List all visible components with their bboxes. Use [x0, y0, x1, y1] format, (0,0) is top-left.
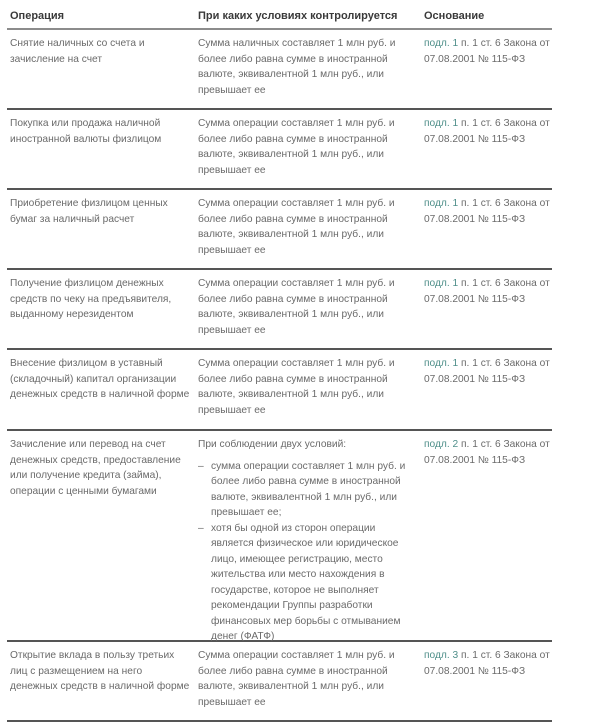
basis-text: п. 1 ст. 6 Закона от 07.08.2001 № 115-ФЗ: [424, 439, 550, 466]
basis-link[interactable]: подл. 2: [424, 439, 459, 450]
basis-text: п. 1 ст. 6 Закона от 07.08.2001 № 115-ФЗ: [424, 278, 550, 305]
conditions-cell: Сумма наличных составляет 1 млн руб. и более либо равна сумме в иностранной валюте, эквивалентной 1 млн руб., или превышает ее: [198, 38, 396, 96]
operations-table: [7, 0, 552, 722]
dash-bullet: –: [198, 460, 204, 472]
conditions-cell: Сумма операции составляет 1 млн руб. и более либо равна сумме в иностранной валюте, эквивалентной 1 млн руб., или превышает ее: [198, 118, 395, 176]
condition-item: [198, 459, 416, 521]
basis-cell: [424, 437, 554, 468]
basis-link[interactable]: подл. 1: [424, 118, 459, 129]
operation-cell: Открытие вклада в пользу третьих лиц с размещением на него денежных средств в наличной форме: [10, 650, 190, 692]
conditions-cell: [198, 437, 416, 645]
basis-link[interactable]: подл. 1: [424, 278, 459, 289]
conditions-intro: При соблюдении двух условий:: [198, 439, 347, 450]
basis-link[interactable]: подл. 3: [424, 650, 459, 661]
condition-text: сумма операции составляет 1 млн руб. и более либо равна сумме в иностранной валюте, эквивалентной 1 млн руб., или превышает ее;: [211, 460, 406, 518]
basis-link[interactable]: подл. 1: [424, 198, 459, 209]
table-row: [7, 642, 552, 722]
conditions-cell: Сумма операции составляет 1 млн руб. и более либо равна сумме в иностранной валюте, эквивалентной 1 млн руб., или превышает ее: [198, 278, 395, 336]
operation-cell: Приобретение физлицом ценных бумаг за наличный расчет: [10, 198, 168, 225]
basis-cell: [424, 36, 554, 67]
basis-text: п. 1 ст. 6 Закона от 07.08.2001 № 115-ФЗ: [424, 118, 550, 145]
table-header: [7, 0, 552, 30]
basis-cell: [424, 648, 554, 679]
header-basis: Основание: [424, 10, 485, 22]
operation-cell: Внесение физлицом в уставный (складочный) капитал организации денежных средств в наличной форме: [10, 358, 190, 400]
conditions-cell: Сумма операции составляет 1 млн руб. и более либо равна сумме в иностранной валюте, эквивалентной 1 млн руб., или превышает ее: [198, 650, 395, 708]
basis-link[interactable]: подл. 1: [424, 358, 459, 369]
basis-text: п. 1 ст. 6 Закона от 07.08.2001 № 115-ФЗ: [424, 358, 550, 385]
table-row: [7, 110, 552, 190]
basis-text: п. 1 ст. 6 Закона от 07.08.2001 № 115-ФЗ: [424, 650, 550, 677]
operation-cell: Получение физлицом денежных средств по чеку на предъявителя, выданному нерезидентом: [10, 278, 172, 320]
table-row: [7, 30, 552, 110]
basis-text: п. 1 ст. 6 Закона от 07.08.2001 № 115-ФЗ: [424, 198, 550, 225]
dash-bullet: –: [198, 522, 204, 534]
conditions-cell: Сумма операции составляет 1 млн руб. и более либо равна сумме в иностранной валюте, эквивалентной 1 млн руб., или превышает ее: [198, 198, 395, 256]
basis-cell: [424, 196, 554, 227]
condition-text: хотя бы одной из сторон операции является физическое или юридическое лицо, имеющее регистрацию, место жительства или место нахождения в государстве, которое не выполняет рекомендации Группы разработки финансовых мер борьбы с отмыванием денег (ФАТФ): [211, 522, 401, 642]
table-row: [7, 190, 552, 270]
header-conditions: При каких условиях контролируется: [198, 10, 398, 22]
table-row: [7, 350, 552, 431]
basis-text: п. 1 ст. 6 Закона от 07.08.2001 № 115-ФЗ: [424, 38, 550, 65]
basis-cell: [424, 116, 554, 147]
table-row: [7, 431, 552, 642]
operation-cell: Снятие наличных со счета и зачисление на счет: [10, 38, 145, 65]
basis-link[interactable]: подл. 1: [424, 38, 459, 49]
basis-cell: [424, 276, 554, 307]
basis-cell: [424, 356, 554, 387]
table-row: [7, 270, 552, 350]
operation-cell: Покупка или продажа наличной иностранной валюты физлицом: [10, 118, 162, 145]
conditions-cell: Сумма операции составляет 1 млн руб. и более либо равна сумме в иностранной валюте, эквивалентной 1 млн руб., или превышает ее: [198, 358, 395, 416]
operation-cell: Зачисление или перевод на счет денежных средств, предоставление или получение кредита (займа), операции с ценными бумагами: [10, 439, 181, 497]
condition-item: [198, 521, 416, 645]
header-operation: Операция: [10, 10, 65, 22]
